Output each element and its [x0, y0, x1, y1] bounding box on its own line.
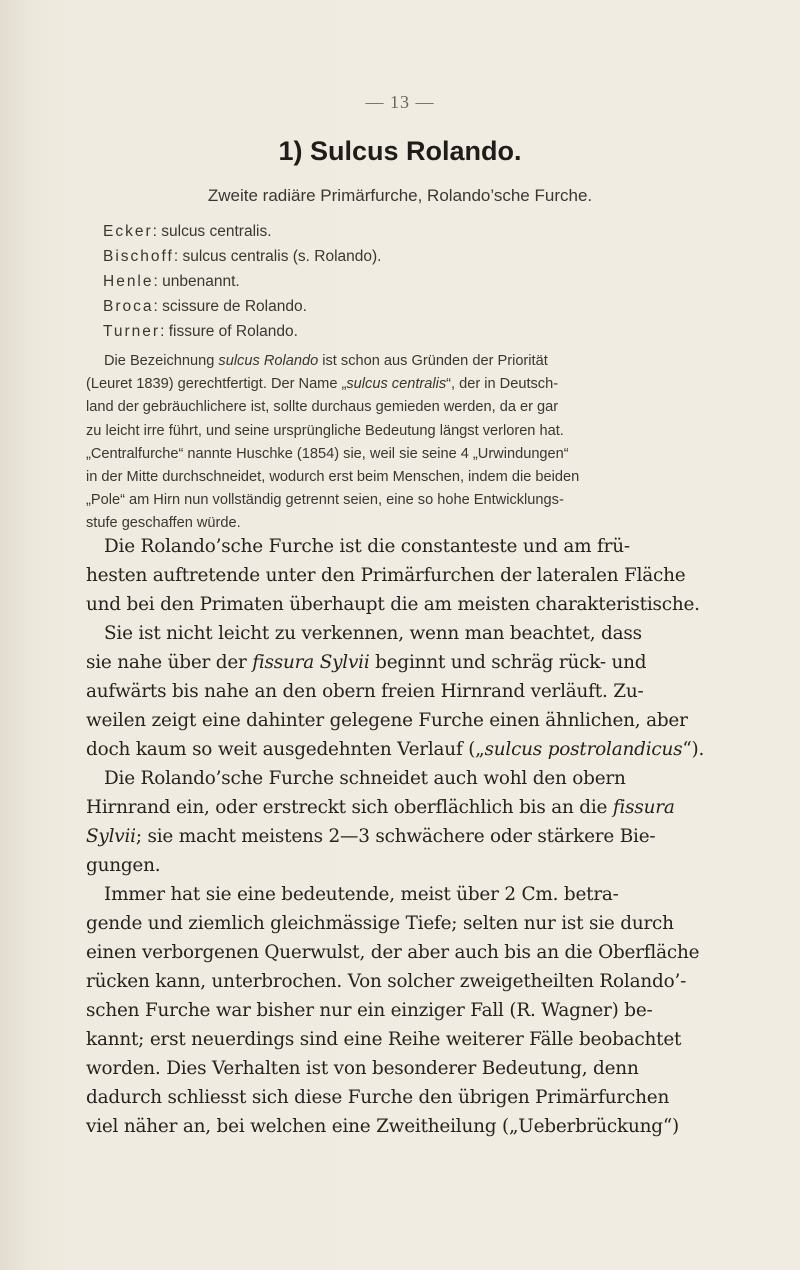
synonym-row: Henle: unbenannt.	[103, 273, 240, 290]
body-line: gungen.	[86, 855, 161, 876]
body-line: rücken kann, unterbrochen. Von solcher zweigetheilten Rolando’-	[86, 971, 687, 992]
body-line: dadurch schliesst sich diese Furche den übrigen Primärfurchen	[86, 1087, 670, 1108]
synonym-term: fissure of Rolando.	[168, 323, 298, 340]
synonym-term: sulcus centralis (s. Rolando).	[182, 248, 382, 265]
synonym-author: Ecker	[103, 223, 153, 240]
body-line: worden. Dies Verhalten ist von besonderer Bedeutung, denn	[86, 1058, 639, 1079]
body-line: einen verborgenen Querwulst, der aber auch bis an die Oberfläche	[86, 942, 700, 963]
body-line: doch kaum so weit ausgedehnten Verlauf („sulcus postrolandicus“).	[86, 739, 705, 760]
body-line: viel näher an, bei welchen eine Zweitheilung („Ueberbrückung“)	[86, 1116, 680, 1137]
terminology-note	[86, 350, 726, 536]
synonym-term: sulcus centralis.	[161, 223, 272, 240]
synonym-list	[103, 219, 723, 344]
body-line: Die Rolando’sche Furche schneidet auch wohl den obern	[104, 768, 626, 789]
synonym-author: Broca	[103, 298, 154, 315]
section-subheading: Zweite radiäre Primärfurche, Rolando’sche Furche.	[207, 186, 593, 205]
note-line: in der Mitte durchschneidet, wodurch erst beim Menschen, indem die beiden	[86, 469, 580, 486]
body-line: Hirnrand ein, oder erstreckt sich oberflächlich bis an die fissura	[86, 797, 675, 818]
body-line: weilen zeigt eine dahinter gelegene Furche einen ähnlichen, aber	[86, 710, 688, 731]
page-number: — 13 —	[365, 92, 435, 112]
body-line: Immer hat sie eine bedeutende, meist über 2 Cm. betra-	[104, 884, 619, 905]
synonym-row: Turner: fissure of Rolando.	[103, 323, 298, 340]
section-heading: 1) Sulcus Rolando.	[278, 136, 522, 166]
note-line: „Pole“ am Hirn nun vollständig getrennt seien, eine so hohe Entwicklungs-	[86, 492, 564, 509]
body-line: Sylvii; sie macht meistens 2—3 schwächere oder stärkere Bie-	[86, 826, 656, 847]
body-line: Sie ist nicht leicht zu verkennen, wenn man beachtet, dass	[104, 623, 642, 644]
note-line: land der gebräuchlichere ist, sollte durchaus gemieden werden, da er gar	[86, 399, 559, 416]
synonym-row: Bischoff: sulcus centralis (s. Rolando).	[103, 248, 382, 265]
synonym-author: Bischoff	[103, 248, 174, 265]
synonym-author: Turner	[103, 323, 161, 340]
body-line: kannt; erst neuerdings sind eine Reihe weiterer Fälle beobachtet	[86, 1029, 682, 1050]
body-line: und bei den Primaten überhaupt die am meisten charakteristische.	[86, 594, 700, 615]
synonym-term: scissure de Rolando.	[162, 298, 307, 315]
synonym-term: unbenannt.	[162, 273, 240, 290]
body-line: aufwärts bis nahe an den obern freien Hirnrand verläuft. Zu-	[86, 681, 644, 702]
body-line: hesten auftretende unter den Primärfurchen der lateralen Fläche	[86, 565, 686, 586]
body-line: gende und ziemlich gleichmässige Tiefe; selten nur ist sie durch	[86, 913, 674, 934]
synonym-row: Broca: scissure de Rolando.	[103, 298, 307, 315]
body-line: Die Rolando’sche Furche ist die constanteste und am frü-	[104, 536, 630, 557]
note-line: zu leicht irre führt, und seine ursprüngliche Bedeutung längst verloren hat.	[86, 422, 564, 439]
body-text	[86, 532, 726, 1141]
note-line: Die Bezeichnung sulcus Rolando ist schon aus Gründen der Priorität	[104, 353, 548, 369]
body-line: sie nahe über der fissura Sylvii beginnt und schräg rück- und	[86, 652, 647, 673]
note-line: (Leuret 1839) gerechtfertigt. Der Name „sulcus centralis“, der in Deutsch-	[86, 376, 559, 393]
note-line: stufe geschaffen würde.	[86, 515, 241, 532]
note-line: „Centralfurche“ nannte Huschke (1854) sie, weil sie seine 4 „Urwindungen“	[86, 445, 569, 462]
synonym-row: Ecker: sulcus centralis.	[103, 223, 272, 240]
body-line: schen Furche war bisher nur ein einziger Fall (R. Wagner) be-	[86, 1000, 653, 1021]
synonym-author: Henle	[103, 273, 154, 290]
